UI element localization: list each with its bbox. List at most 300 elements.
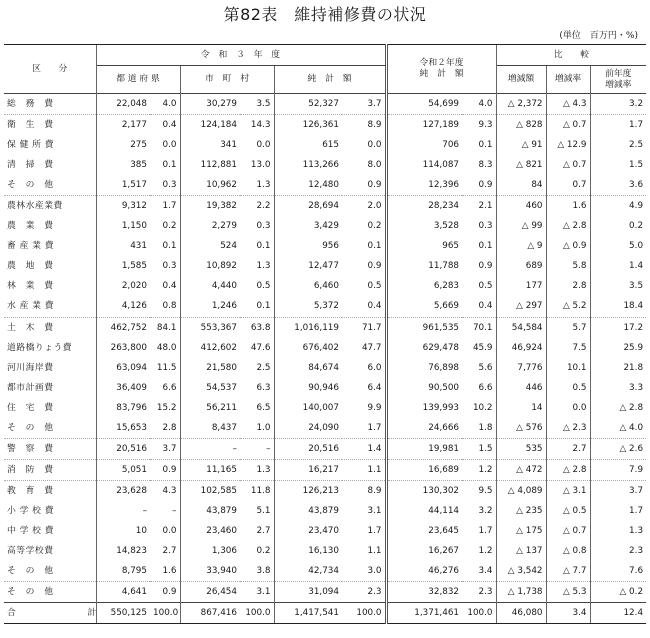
- table-row: [4, 561, 646, 582]
- pref-value: 1,585: [96, 256, 150, 276]
- rate-value: △ 5.2: [546, 296, 590, 317]
- muni-value: 11,165: [180, 459, 240, 480]
- net-value: 84,674: [274, 358, 342, 378]
- row-label: そ の 他: [4, 582, 96, 603]
- prev-rate: 3.7: [590, 480, 646, 501]
- muni-share: 3.8: [256, 566, 271, 577]
- prev-rate: 5.0: [590, 236, 646, 256]
- muni-share: 2.2: [240, 196, 274, 217]
- muni-share: 1.3: [256, 180, 271, 191]
- r2-share: 0.1: [478, 140, 493, 151]
- diff-value: △ 472: [496, 459, 546, 480]
- r2-value: 1,371,461: [386, 603, 462, 624]
- pref-value: 20,516: [96, 438, 150, 459]
- muni-share: 0.2: [256, 546, 271, 557]
- header-municipality: 市 町 村: [180, 66, 274, 94]
- table-row: [4, 135, 646, 155]
- net-value: 23,470: [274, 521, 342, 541]
- prev-rate: △ 2.6: [590, 438, 646, 459]
- net-value: 12,480: [274, 175, 342, 196]
- header-prev-line1: 前年度: [605, 68, 632, 79]
- r2-value: 16,689: [386, 459, 462, 480]
- muni-share: 0.0: [256, 140, 271, 151]
- muni-share: 100.0: [240, 603, 274, 624]
- rate-value: △ 2.8: [546, 216, 590, 236]
- net-value: 113,266: [274, 155, 342, 175]
- diff-value: △ 828: [496, 115, 546, 136]
- net-share: 8.9: [342, 115, 386, 136]
- net-share: 47.7: [361, 342, 382, 353]
- net-value: 615: [274, 135, 342, 155]
- muni-value: 341: [180, 135, 240, 155]
- diff-value: △ 3,542: [496, 561, 546, 582]
- table-row: [4, 155, 646, 175]
- net-share: 1.4: [342, 438, 386, 459]
- rate-value: △ 0.7: [546, 115, 590, 136]
- diff-value: 14: [496, 398, 546, 418]
- table-row: [4, 582, 646, 603]
- pref-share: 15.2: [156, 402, 177, 413]
- prev-rate: 1.4: [590, 256, 646, 276]
- pref-value: –: [96, 501, 150, 521]
- row-label: 住 宅 費: [7, 402, 54, 413]
- r2-value: 127,189: [386, 115, 462, 136]
- prev-rate: 2.5: [590, 135, 646, 155]
- pref-share: 1.7: [150, 196, 180, 217]
- row-label: 中 学 校 費: [7, 525, 55, 536]
- row-label: 衛 生 費: [4, 115, 96, 136]
- page-title: 第82表 維持補修費の状況: [223, 5, 427, 24]
- header-rate: 増減率: [546, 66, 590, 94]
- r2-share: 1.5: [462, 438, 496, 459]
- prev-rate: 12.4: [590, 603, 646, 624]
- r2-share: 0.9: [478, 180, 493, 191]
- net-share: 0.0: [367, 140, 382, 151]
- diff-value: △ 235: [496, 501, 546, 521]
- r2-value: 24,666: [386, 418, 462, 439]
- table-row: [4, 358, 646, 378]
- row-label: 総 務 費: [4, 94, 96, 115]
- r2-share: 4.0: [462, 94, 496, 115]
- muni-value: 1,246: [180, 296, 240, 317]
- pref-share: 4.0: [150, 94, 180, 115]
- table-row: [4, 378, 646, 398]
- header-prev-line2: 増減率: [605, 79, 632, 90]
- prev-rate: 0.2: [590, 216, 646, 236]
- net-share: 3.1: [367, 505, 382, 516]
- pref-value: 263,800: [96, 338, 150, 358]
- pref-share: 0.0: [162, 140, 177, 151]
- muni-share: 0.5: [256, 281, 271, 292]
- net-share: 1.1: [342, 459, 386, 480]
- pref-share: 11.5: [156, 362, 177, 373]
- pref-value: 5,051: [96, 459, 150, 480]
- muni-share: 1.3: [256, 261, 271, 272]
- pref-share: 4.3: [150, 480, 180, 501]
- prev-rate: 1.5: [590, 155, 646, 175]
- net-share: 1.7: [367, 525, 382, 536]
- prev-rate: 1.7: [590, 501, 646, 521]
- prev-rate: 17.2: [590, 317, 646, 338]
- muni-share: 2.7: [256, 525, 271, 536]
- rate-value: 5.8: [546, 256, 590, 276]
- muni-share: 1.3: [240, 459, 274, 480]
- pref-share: 2.7: [162, 546, 177, 557]
- rate-value: △ 3.1: [546, 480, 590, 501]
- net-value: 3,429: [274, 216, 342, 236]
- r2-share: 1.7: [478, 525, 493, 536]
- net-share: 0.9: [367, 261, 382, 272]
- diff-value: 84: [496, 175, 546, 196]
- rate-value: 1.6: [546, 196, 590, 217]
- table-row: [4, 115, 646, 136]
- prev-rate: 7.6: [590, 561, 646, 582]
- net-value: 52,327: [274, 94, 342, 115]
- r2-value: 130,302: [386, 480, 462, 501]
- prev-rate: 3.5: [590, 276, 646, 296]
- prev-rate: 3.3: [590, 378, 646, 398]
- muni-share: 13.0: [250, 160, 271, 171]
- net-value: 42,734: [274, 561, 342, 582]
- table-row: [4, 418, 646, 439]
- prev-rate: △ 4.0: [590, 418, 646, 439]
- table-row: [4, 541, 646, 561]
- pref-share: 0.1: [162, 241, 177, 252]
- row-label: そ の 他: [7, 566, 54, 577]
- pref-share: 0.3: [162, 261, 177, 272]
- muni-share: 47.6: [250, 342, 271, 353]
- muni-value: 23,460: [180, 521, 240, 541]
- row-label: 道路橋りょう費: [7, 342, 73, 353]
- diff-value: 7,776: [496, 358, 546, 378]
- pref-share: 0.1: [162, 160, 177, 171]
- prev-rate: △ 2.8: [590, 398, 646, 418]
- net-share: 1.7: [367, 422, 382, 433]
- net-share: 0.5: [367, 281, 382, 292]
- muni-value: 124,184: [180, 115, 240, 136]
- rate-value: △ 0.7: [546, 521, 590, 541]
- diff-value: △ 821: [496, 155, 546, 175]
- r2-share: 0.1: [478, 241, 493, 252]
- r2-value: 139,993: [386, 398, 462, 418]
- rate-value: △ 0.5: [546, 501, 590, 521]
- rate-value: 0.7: [546, 175, 590, 196]
- pref-share: 1.6: [162, 566, 177, 577]
- row-label: 農 業 費: [7, 221, 54, 232]
- table-row: [4, 216, 646, 236]
- pref-share: 0.2: [162, 221, 177, 232]
- r2-value: 5,669: [386, 296, 462, 317]
- diff-value: △ 175: [496, 521, 546, 541]
- r2-share: 1.2: [478, 546, 493, 557]
- table-row: [4, 480, 646, 501]
- pref-share: 0.3: [162, 180, 177, 191]
- muni-share: 3.1: [240, 582, 274, 603]
- r2-share: 9.3: [462, 115, 496, 136]
- r2-value: 76,898: [386, 358, 462, 378]
- pref-value: 36,409: [96, 378, 150, 398]
- pref-share: 6.6: [162, 382, 177, 393]
- muni-value: 26,454: [180, 582, 240, 603]
- rate-value: 5.7: [546, 317, 590, 338]
- muni-share: 0.1: [256, 301, 271, 312]
- r2-share: 70.1: [462, 317, 496, 338]
- rate-value: △ 0.8: [546, 541, 590, 561]
- row-label: 高等学校費: [7, 546, 54, 557]
- diff-value: 54,584: [496, 317, 546, 338]
- r2-value: 961,535: [386, 317, 462, 338]
- unit-note: (単位 百万円・%): [559, 31, 638, 41]
- table-row: [4, 256, 646, 276]
- muni-value: 2,279: [180, 216, 240, 236]
- prev-rate: 3.2: [590, 94, 646, 115]
- r2-value: 19,981: [386, 438, 462, 459]
- r2-value: 28,234: [386, 196, 462, 217]
- r2-share: 1.8: [478, 422, 493, 433]
- r2-value: 46,276: [386, 561, 462, 582]
- pref-share: 0.4: [162, 281, 177, 292]
- table-row: [4, 398, 646, 418]
- muni-share: 0.1: [256, 241, 271, 252]
- r2-share: 0.3: [478, 221, 493, 232]
- r2-share: 100.0: [462, 603, 496, 624]
- prev-rate: 2.3: [590, 541, 646, 561]
- muni-value: 43,879: [180, 501, 240, 521]
- net-value: 676,402: [274, 338, 342, 358]
- rate-value: 0.0: [546, 398, 590, 418]
- pref-value: 9,312: [96, 196, 150, 217]
- pref-value: 8,795: [96, 561, 150, 582]
- net-share: 8.0: [367, 160, 382, 171]
- r2-share: 8.3: [478, 160, 493, 171]
- table-row: [4, 459, 646, 480]
- row-label: 土 木 費: [4, 317, 96, 338]
- diff-value: △ 576: [496, 418, 546, 439]
- r2-value: 44,114: [386, 501, 462, 521]
- pref-value: 2,177: [96, 115, 150, 136]
- muni-value: 56,211: [180, 398, 240, 418]
- r2-value: 23,645: [386, 521, 462, 541]
- header-r3: 令 和 ３ 年 度: [96, 45, 386, 66]
- row-label: 農 地 費: [7, 261, 54, 272]
- r2-share: 6.6: [478, 382, 493, 393]
- r2-value: 16,267: [386, 541, 462, 561]
- table-row: [4, 317, 646, 338]
- pref-value: 2,020: [96, 276, 150, 296]
- net-share: 71.7: [342, 317, 386, 338]
- row-label: 消 防 費: [4, 459, 96, 480]
- header-r2-line2: 純 計 額: [419, 69, 464, 79]
- r2-value: 114,087: [386, 155, 462, 175]
- diff-value: 46,924: [496, 338, 546, 358]
- row-label: 河川海岸費: [7, 362, 54, 373]
- prev-rate: 18.4: [590, 296, 646, 317]
- r2-share: 45.9: [472, 342, 493, 353]
- row-label: そ の 他: [7, 180, 54, 191]
- net-value: 12,477: [274, 256, 342, 276]
- prev-rate: 1.7: [590, 115, 646, 136]
- diff-value: 460: [496, 196, 546, 217]
- net-value: 28,694: [274, 196, 342, 217]
- muni-value: –: [180, 438, 240, 459]
- r2-share: 3.2: [478, 505, 493, 516]
- rate-value: △ 2.3: [546, 418, 590, 439]
- row-label: 畜 産 業 費: [7, 241, 55, 252]
- header-prefecture: 都 道 府 県: [96, 66, 180, 94]
- muni-share: –: [240, 438, 274, 459]
- rate-value: △ 5.3: [546, 582, 590, 603]
- pref-value: 14,823: [96, 541, 150, 561]
- net-value: 31,094: [274, 582, 342, 603]
- pref-value: 83,796: [96, 398, 150, 418]
- r2-value: 12,396: [386, 175, 462, 196]
- rate-value: 0.5: [546, 378, 590, 398]
- muni-value: 4,440: [180, 276, 240, 296]
- diff-value: 689: [496, 256, 546, 276]
- rate-value: 2.7: [546, 438, 590, 459]
- r2-value: 90,500: [386, 378, 462, 398]
- pref-share: 100.0: [150, 603, 180, 624]
- prev-rate: 1.3: [590, 521, 646, 541]
- r2-value: 965: [386, 236, 462, 256]
- row-label: 小 学 校 費: [7, 505, 55, 516]
- header-r2: [386, 45, 496, 94]
- pref-value: 4,641: [96, 582, 150, 603]
- rate-value: △ 0.9: [546, 236, 590, 256]
- net-share: 8.9: [342, 480, 386, 501]
- muni-value: 412,602: [180, 338, 240, 358]
- diff-value: △ 1,738: [496, 582, 546, 603]
- net-value: 126,213: [274, 480, 342, 501]
- muni-share: 5.1: [256, 505, 271, 516]
- r2-share: 0.4: [478, 301, 493, 312]
- muni-value: 33,940: [180, 561, 240, 582]
- r2-value: 706: [386, 135, 462, 155]
- row-label: 水 産 業 費: [7, 301, 55, 312]
- diff-value: 446: [496, 378, 546, 398]
- muni-share: 6.3: [256, 382, 271, 393]
- pref-value: 22,048: [96, 94, 150, 115]
- r2-share: 0.5: [478, 281, 493, 292]
- diff-value: △ 91: [496, 135, 546, 155]
- row-label: 都市計画費: [7, 382, 54, 393]
- muni-value: 21,580: [180, 358, 240, 378]
- rate-value: △ 2.8: [546, 459, 590, 480]
- muni-value: 10,892: [180, 256, 240, 276]
- prev-rate: 7.9: [590, 459, 646, 480]
- rate-value: 10.1: [546, 358, 590, 378]
- pref-value: 63,094: [96, 358, 150, 378]
- muni-share: 11.8: [240, 480, 274, 501]
- r2-share: 5.6: [478, 362, 493, 373]
- net-share: 9.9: [367, 402, 382, 413]
- pref-share: –: [172, 505, 177, 516]
- net-share: 3.0: [367, 566, 382, 577]
- pref-share: 0.4: [150, 115, 180, 136]
- table-body: [4, 94, 646, 624]
- diff-value: △ 297: [496, 296, 546, 317]
- net-value: 90,946: [274, 378, 342, 398]
- net-value: 956: [274, 236, 342, 256]
- net-value: 24,090: [274, 418, 342, 439]
- muni-share: 6.5: [256, 402, 271, 413]
- pref-share: 0.0: [162, 525, 177, 536]
- table-row: [4, 276, 646, 296]
- muni-share: 0.3: [256, 221, 271, 232]
- net-share: 0.2: [367, 221, 382, 232]
- pref-value: 385: [96, 155, 150, 175]
- net-share: 100.0: [342, 603, 386, 624]
- pref-value: 23,628: [96, 480, 150, 501]
- net-value: 1,417,541: [274, 603, 342, 624]
- r2-value: 3,528: [386, 216, 462, 236]
- pref-share: 2.8: [162, 422, 177, 433]
- pref-value: 1,517: [96, 175, 150, 196]
- muni-value: 1,306: [180, 541, 240, 561]
- r2-value: 6,283: [386, 276, 462, 296]
- net-share: 6.4: [367, 382, 382, 393]
- table-row: [4, 94, 646, 115]
- net-value: 5,372: [274, 296, 342, 317]
- muni-value: 54,537: [180, 378, 240, 398]
- r2-share: 3.4: [478, 566, 493, 577]
- row-label: 警 察 費: [4, 438, 96, 459]
- rate-value: △ 12.9: [546, 135, 590, 155]
- table-row: [4, 296, 646, 317]
- diff-value: △ 9: [496, 236, 546, 256]
- total-row: [4, 603, 646, 624]
- r2-share: 10.2: [472, 402, 493, 413]
- pref-value: 431: [96, 236, 150, 256]
- row-label: 合 計: [4, 603, 96, 624]
- net-value: 20,516: [274, 438, 342, 459]
- diff-value: △ 137: [496, 541, 546, 561]
- muni-value: 553,367: [180, 317, 240, 338]
- diff-value: 46,080: [496, 603, 546, 624]
- muni-value: 867,416: [180, 603, 240, 624]
- header-net: 純 計 額: [274, 66, 386, 94]
- net-value: 16,217: [274, 459, 342, 480]
- rate-value: 2.8: [546, 276, 590, 296]
- pref-share: 0.9: [150, 582, 180, 603]
- pref-value: 1,150: [96, 216, 150, 236]
- r2-value: 32,832: [386, 582, 462, 603]
- rate-value: △ 7.7: [546, 561, 590, 582]
- prev-rate: △ 0.2: [590, 582, 646, 603]
- r2-value: 629,478: [386, 338, 462, 358]
- net-value: 16,130: [274, 541, 342, 561]
- net-share: 2.0: [342, 196, 386, 217]
- header-compare: 比 較: [496, 45, 646, 66]
- net-share: 0.4: [367, 301, 382, 312]
- pref-share: 0.9: [150, 459, 180, 480]
- pref-share: 48.0: [156, 342, 177, 353]
- muni-value: 524: [180, 236, 240, 256]
- muni-value: 102,585: [180, 480, 240, 501]
- r2-share: 0.9: [478, 261, 493, 272]
- pref-value: 462,752: [96, 317, 150, 338]
- prev-rate: 4.9: [590, 196, 646, 217]
- pref-value: 15,653: [96, 418, 150, 439]
- row-label: 清 掃 費: [7, 160, 54, 171]
- muni-share: 1.0: [256, 422, 271, 433]
- diff-value: △ 4,089: [496, 480, 546, 501]
- table-row: [4, 338, 646, 358]
- pref-value: 550,125: [96, 603, 150, 624]
- row-label: 教 育 費: [4, 480, 96, 501]
- diff-value: △ 99: [496, 216, 546, 236]
- muni-share: 3.5: [240, 94, 274, 115]
